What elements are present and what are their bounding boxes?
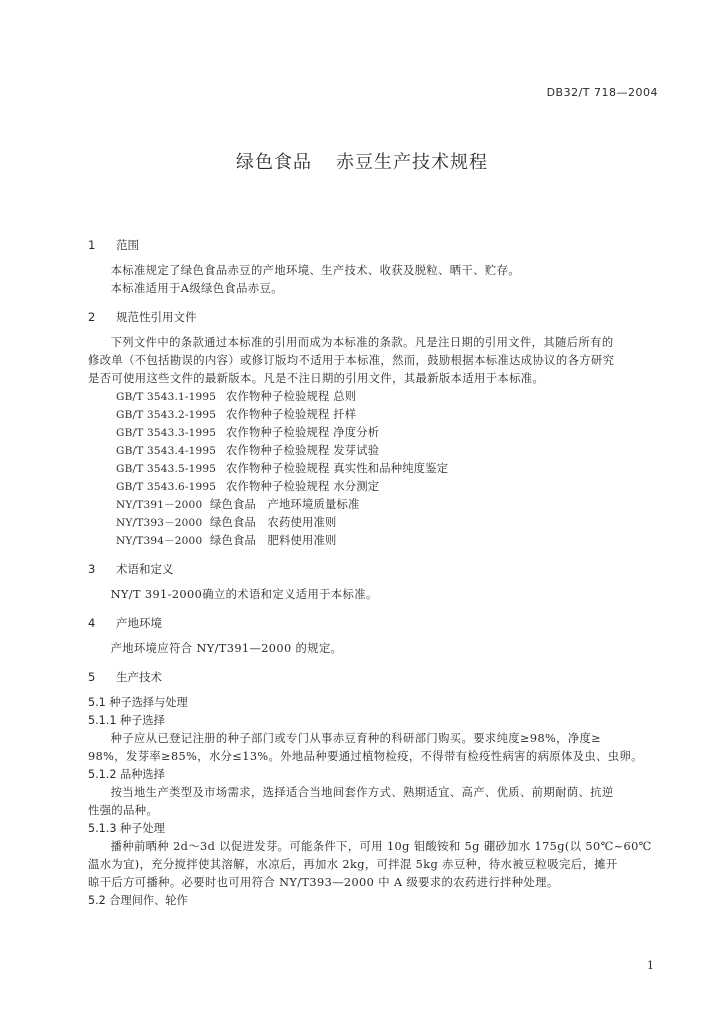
document-title xyxy=(0,148,724,174)
subsection-5-1-3: 5.1.3 种子处理 xyxy=(88,822,165,835)
standard-code: DB32/T 718—2004 xyxy=(546,86,658,99)
section-4-heading: 4 产地环境 xyxy=(88,616,162,630)
section-2-intro: 下列文件中的条款通过本标准的引用而成为本标准的条款。凡是注日期的引用文件，其随后所有的 xyxy=(110,336,614,349)
reference-item: GB/T 3543.5-1995 农作物种子检验规程 真实性和品种纯度鉴定 xyxy=(116,462,449,475)
reference-item: GB/T 3543.4-1995 农作物种子检验规程 发芽试验 xyxy=(116,444,380,457)
section-1-para: 本标准适用于A级绿色食品赤豆。 xyxy=(110,282,283,295)
document-body xyxy=(88,236,658,910)
section-2-intro: 是否可使用这些文件的最新版本。凡是不注日期的引用文件，其最新版本适用于本标准。 xyxy=(88,372,545,385)
section-2-intro: 修改单（不包括勘误的内容）或修订版均不适用于本标准，然而，鼓励根据本标准达成协议的各方研究 xyxy=(88,354,615,367)
section-3-para: NY/T 391-2000确立的术语和定义适用于本标准。 xyxy=(110,588,378,601)
subsection-5-2: 5.2 合理间作、轮作 xyxy=(88,894,188,907)
title-part1: 绿色食品 xyxy=(236,152,312,173)
reference-item: NY/T394－2000 绿色食品 肥料使用准则 xyxy=(116,534,337,547)
para-5-1-2: 性强的品种。 xyxy=(88,804,159,817)
title-part2: 赤豆生产技术规程 xyxy=(336,152,488,173)
para-5-1-3: 播种前晒种 2d～3d 以促进发芽。可能条件下，可用 10g 钼酸铵和 5g 硼砂加水 175g(以 50℃~60℃ xyxy=(110,840,652,853)
section-2-heading: 2 规范性引用文件 xyxy=(88,310,197,324)
reference-item: NY/T393－2000 绿色食品 农药使用准则 xyxy=(116,516,337,529)
para-5-1-2: 按当地生产类型及市场需求，选择适合当地间套作方式、熟期适宜、高产、优质、前期耐荫、抗逆 xyxy=(110,786,614,799)
subsection-5-1-2: 5.1.2 品种选择 xyxy=(88,768,165,781)
reference-item: GB/T 3543.3-1995 农作物种子检验规程 净度分析 xyxy=(116,426,380,439)
section-5-heading: 5 生产技术 xyxy=(88,670,162,684)
para-5-1-3: 温水为宜)，充分搅拌使其溶解，水凉后，再加水 2kg，可拌混 5kg 赤豆种，待水被豆粒吸完后，摊开 xyxy=(88,858,618,871)
subsection-5-1-1: 5.1.1 种子选择 xyxy=(88,714,165,727)
section-3-heading: 3 术语和定义 xyxy=(88,562,174,576)
para-5-1-3: 晾干后方可播种。必要时也可用符合 NY/T393—2000 中 A 级要求的农药进行拌种处理。 xyxy=(88,876,559,889)
reference-item: GB/T 3543.2-1995 农作物种子检验规程 扦样 xyxy=(116,408,357,421)
para-5-1-1: 98%，发芽率≥85%，水分≤13%。外地品种要通过植物检疫，不得带有检疫性病害的病原体及虫、虫卵。 xyxy=(88,750,643,763)
para-5-1-1: 种子应从已登记注册的种子部门或专门从事赤豆育种的科研部门购买。要求纯度≥98%，净度≥ xyxy=(110,732,602,745)
subsection-5-1: 5.1 种子选择与处理 xyxy=(88,696,188,709)
section-1-heading: 1 范围 xyxy=(88,238,139,252)
reference-item: GB/T 3543.1-1995 农作物种子检验规程 总则 xyxy=(116,390,357,403)
section-1-para: 本标准规定了绿色食品赤豆的产地环境、生产技术、收获及脱粒、晒干、贮存。 xyxy=(110,264,520,277)
page-number: 1 xyxy=(647,959,654,972)
reference-item: NY/T391－2000 绿色食品 产地环境质量标准 xyxy=(116,498,360,511)
section-4-para: 产地环境应符合 NY/T391—2000 的规定。 xyxy=(110,642,343,655)
reference-item: GB/T 3543.6-1995 农作物种子检验规程 水分测定 xyxy=(116,480,380,493)
